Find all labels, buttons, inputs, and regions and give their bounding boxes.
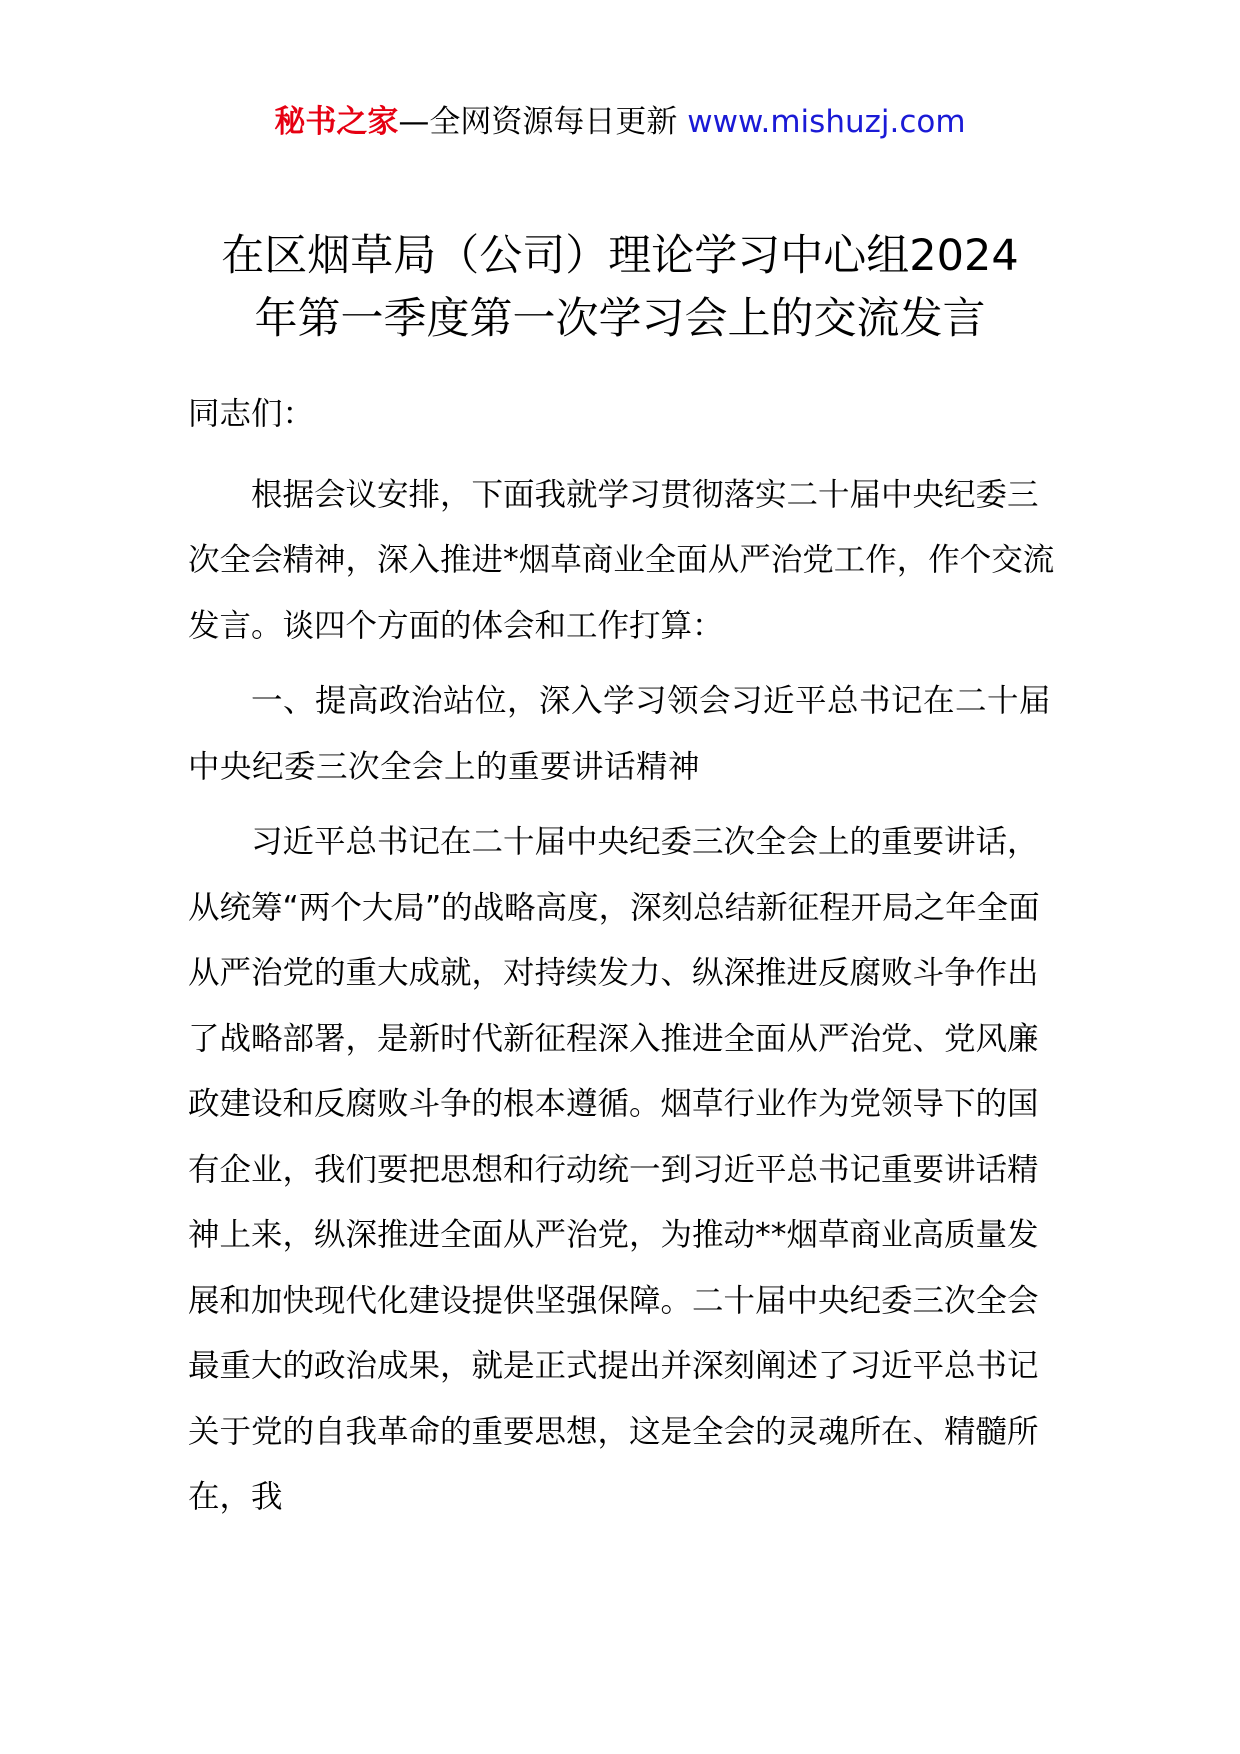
section-1-paragraph: 习近平总书记在二十届中央纪委三次全会上的重要讲话，从统筹“两个大局”的战略高度，深刻总结新征程开局之年全面从严治党的重大成就，对持续发力、纵深推进反腐败斗争作出了战略部署，是新时代新征程深入推进全面从严治党、党风廉政建设和反腐败斗争的根本遵循。烟草行业作为党领导下的国有企业，我们要把思想和行动统一到习近平总书记重要讲话精神上来，纵深推进全面从严治党，为推动**烟草商业高质量发展和加快现代化建设提供坚强保障。二十届中央纪委三次全会最重大的政治成果，就是正式提出并深刻阐述了习近平总书记关于党的自我革命的重要思想，这是全会的灵魂所在、精髓所在，我 [188, 824, 1040, 1515]
header-tagline: —全网资源每日更新 [398, 104, 678, 140]
site-url-link[interactable]: www.mishuzj.com [687, 104, 966, 140]
document-title [150, 225, 1090, 351]
title-line-1: 在区烟草局（公司）理论学习中心组2024 [221, 230, 1019, 281]
document-body [188, 382, 1058, 1531]
salutation: 同志们： [188, 396, 315, 432]
title-line-2: 年第一季度第一次学习会上的交流发言 [254, 293, 986, 344]
section-1-heading: 一、提高政治站位，深入学习领会习近平总书记在二十届中央纪委三次全会上的重要讲话精神 [188, 683, 1052, 785]
site-header [0, 100, 1240, 144]
brand-name: 秘书之家 [274, 104, 399, 140]
intro-paragraph: 根据会议安排，下面我就学习贯彻落实二十届中央纪委三次全会精神，深入推进*烟草商业全面从严治党工作，作个交流发言。谈四个方面的体会和工作打算： [188, 476, 1055, 644]
